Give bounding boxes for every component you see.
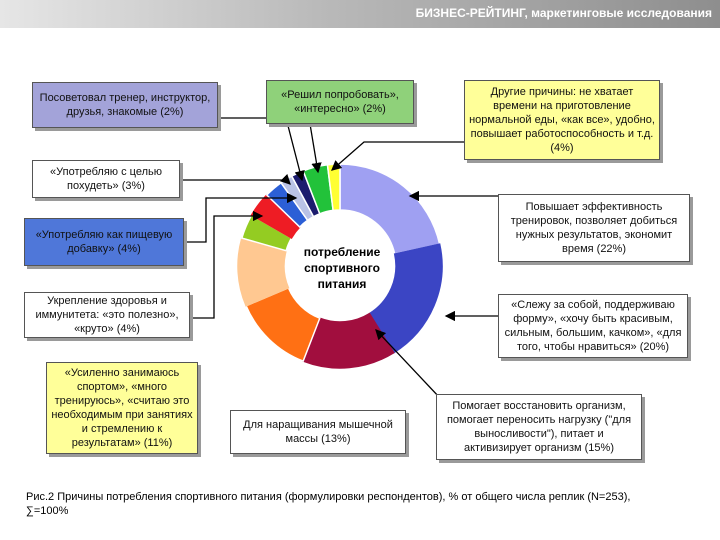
- callout-training-efficiency-text: Повышает эффективность тренировок, позволяет добиться нужных результатов, экономит время (22%): [510, 201, 678, 255]
- callout-keep-shape-text: «Слежу за собой, поддерживаю форму», «хочу быть красивым, сильным, большим, качком», «для того, чтобы нравиться» (20%): [504, 299, 682, 353]
- caption-line-2: ∑=100%: [26, 505, 69, 517]
- callout-other-reasons: [464, 80, 660, 160]
- callout-other-reasons-text: Другие причины: не хватает времени на приготовление нормальной еды, «как все», удобно, повышает работоспособность и т.д. (4%): [469, 86, 655, 154]
- callout-food-supplement-text: «Употребляю как пищевую добавку» (4%): [35, 229, 173, 255]
- callout-health-immunity: [24, 292, 190, 338]
- callout-muscle-mass-text: Для наращивания мышечной массы (13%): [243, 419, 393, 445]
- callout-coach-advice: [32, 82, 218, 128]
- arrow-decided-to-try: [310, 124, 318, 172]
- caption-line-1: Рис.2 Причины потребления спортивного питания (формулировки респондентов), % от общего числа реплик (N=253),: [26, 491, 631, 503]
- callout-health-immunity-text: Укрепление здоровья и иммунитета: «это полезно», «круто» (4%): [35, 295, 179, 335]
- callout-decided-to-try-text: «Решил попробовать», «интересно» (2%): [281, 89, 399, 115]
- callout-keep-shape: [498, 294, 688, 358]
- callout-intense-training: [46, 362, 198, 454]
- donut-slice-0: [340, 164, 440, 254]
- header-title: БИЗНЕС-РЕЙТИНГ, маркетинговые исследования: [415, 6, 712, 20]
- callout-intense-training-text: «Усиленно занимаюсь спортом», «много тренируюсь», «считаю это необходимым при занятиях и стремлению к результатам» (11%): [51, 367, 193, 449]
- callout-lose-weight-text: «Употребляю с целью похудеть» (3%): [50, 166, 162, 192]
- center-label: потребление спортивного питания: [303, 245, 381, 291]
- callout-lose-weight: [32, 160, 180, 198]
- callout-decided-to-try: [266, 80, 414, 124]
- callout-recovery-text: Помогает восстановить организм, помогает переносить нагрузку ("для выносливости"), питает и активизирует организм (15%): [446, 400, 632, 454]
- figure-caption: [26, 490, 716, 518]
- arrow-coach-advice: [218, 118, 302, 180]
- callout-muscle-mass: [230, 410, 406, 454]
- callout-coach-advice-text: Посоветовал тренер, инструктор, друзья, знакомые (2%): [39, 92, 211, 118]
- callout-recovery: [436, 394, 642, 460]
- callout-food-supplement: [24, 218, 184, 266]
- arrow-lose-weight: [180, 180, 290, 184]
- callout-training-efficiency: [498, 194, 690, 262]
